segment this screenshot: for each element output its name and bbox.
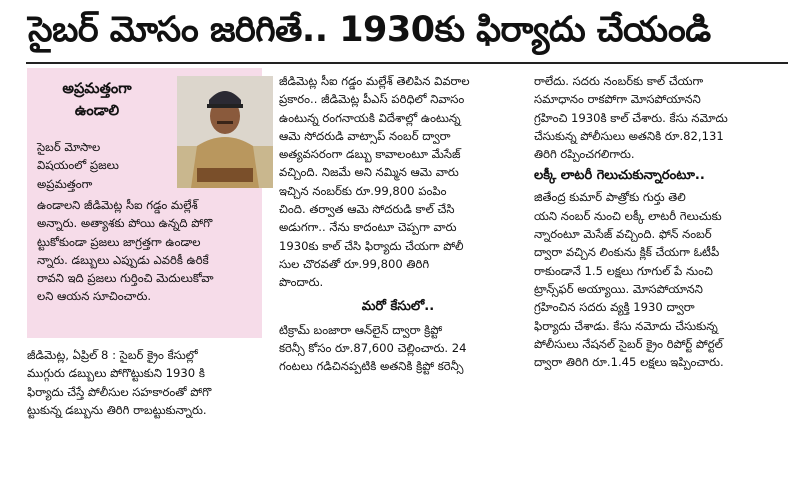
sidebar-box xyxy=(27,68,262,338)
case-1-paragraph: జీడిమెట్ల సీఐ గడ్డం మల్లేశ్ తెలిపిన వివరాల ప్రకారం.. జీడిమెట్ల పీఎస్ పరిధిలో నివాసం ఉంటున్న రంగనాయకి విదేశాల్లో ఉంటున్న ఆమె సోదరుడి వాట్సాప్ నంబర్ ద్వారా అత్యవసరంగా డబ్బు కావాలంటూ మేసేజ్ వచ్చింది. నిజమే అని నమ్మిన ఆమె వారు ఇచ్చిన నంబర్‌కు రూ.99,800 పంపిం చింది. తర్వాత ఆమె సోదరుడి కాల్ చేసి అడుగగా.. నేను కాదంటూ చెప్పగా వారు 1930కు కాల్ చేసి ఫిర్యాదు చేయగా పోలీ సుల చొరవతో రూ.99,800 తిరిగి పొందారు. xyxy=(279,74,470,290)
headline: సైబర్ మోసం జరిగితే.. 1930కు ఫిర్యాదు చేయండి xyxy=(28,10,711,50)
sidebar-title: అప్రమత్తంగా ఉండాలి xyxy=(62,81,132,119)
intro-paragraph: జీడిమెట్ల, ఏప్రిల్ 8 : సైబర్ క్రైం కేసుల్లో ముగ్గురు డబ్బులు పోగొట్టుకుని 1930 కి ఫిర్యాదు చేస్తే పోలీసుల సహకారంతో పోగొ ట్టుకున్న డబ్బును తిరిగి రాబట్టుకున్నారు. xyxy=(27,348,212,417)
officer-photo xyxy=(177,76,273,188)
sidebar-text-top: సైబర్ మోసాల విషయంలో ప్రజలు అప్రమత్తంగా xyxy=(37,140,119,191)
subhead-lucky-lottery: లక్కీ లాటరీ గెలుచుకున్నారంటూ.. xyxy=(534,168,705,184)
sidebar-text: ఉండాలని జీడిమెట్ల సీఐ గడ్డం మల్లేశ్ అన్నారు. అత్యాశకు పోయి ఉన్నది పోగొ ట్టుకోకుండా ప్రజలు జాగ్రత్తగా ఉండాల న్నారు. డబ్బులు ఎప్పుడు ఎవరికీ ఉరికే రావని ఇది ప్రజలు గుర్తించి మెదులుకోవా లని ఆయన సూచించారు. xyxy=(37,198,214,304)
headline-rule xyxy=(26,62,788,64)
case-2-paragraph: టిక్రామ్ బంజారా ఆన్‌లైన్ ద్వారా క్రిప్టో కరెన్సీ కోసం రూ.87,600 చెల్లించారు. 24 గంటలు గడిచినప్పటికి అతనికి క్రిప్టో కరెన్సీ xyxy=(279,322,467,374)
column-3 xyxy=(534,72,780,371)
subhead-another-case: మరో కేసులో.. xyxy=(361,298,435,314)
column-1-lower xyxy=(27,346,263,419)
case-3-paragraph: జితేంద్ర కుమార్ పాత్రోకు గుర్తు తెలి యని నంబర్ నుంచి లక్కీ లాటరీ గెలుచుకు న్నారంటూ మెసేజ్ వచ్చింది. ఫోన్ నంబర్ ద్వారా వచ్చిన లింకును క్లిక్ చేయగా ఓటీపీ రాకుండానే 1.5 లక్షలు గూగుల్ పే నుంచి ట్రాన్స్‌ఫర్ అయ్యాయి. మోసపోయానని గ్రహించిన సదరు వ్యక్తి 1930 ద్వారా ఫిర్యాదు చేశాడు. కేసు నమోదు చేసుకున్న పోలీసులు నేషనల్ సైబర్ క్రైం రిపోర్ట్ పోర్టల్ ద్వారా తిరిగి రూ.1.45 లక్షలు ఇప్పించారు. xyxy=(534,190,724,370)
column-2 xyxy=(279,72,517,375)
case-2-continued-paragraph: రాలేదు. సదరు నంబర్‌కు కాల్ చేయగా సమాధానం రాకపోగా మోసపోయానని గ్రహించి 1930కి కాల్ చేశారు. కేసు నమోదు చేసుకున్న పోలీసులు అతనికి రూ.82,131 తిరిగి రప్పించగలిగారు. xyxy=(534,74,728,162)
